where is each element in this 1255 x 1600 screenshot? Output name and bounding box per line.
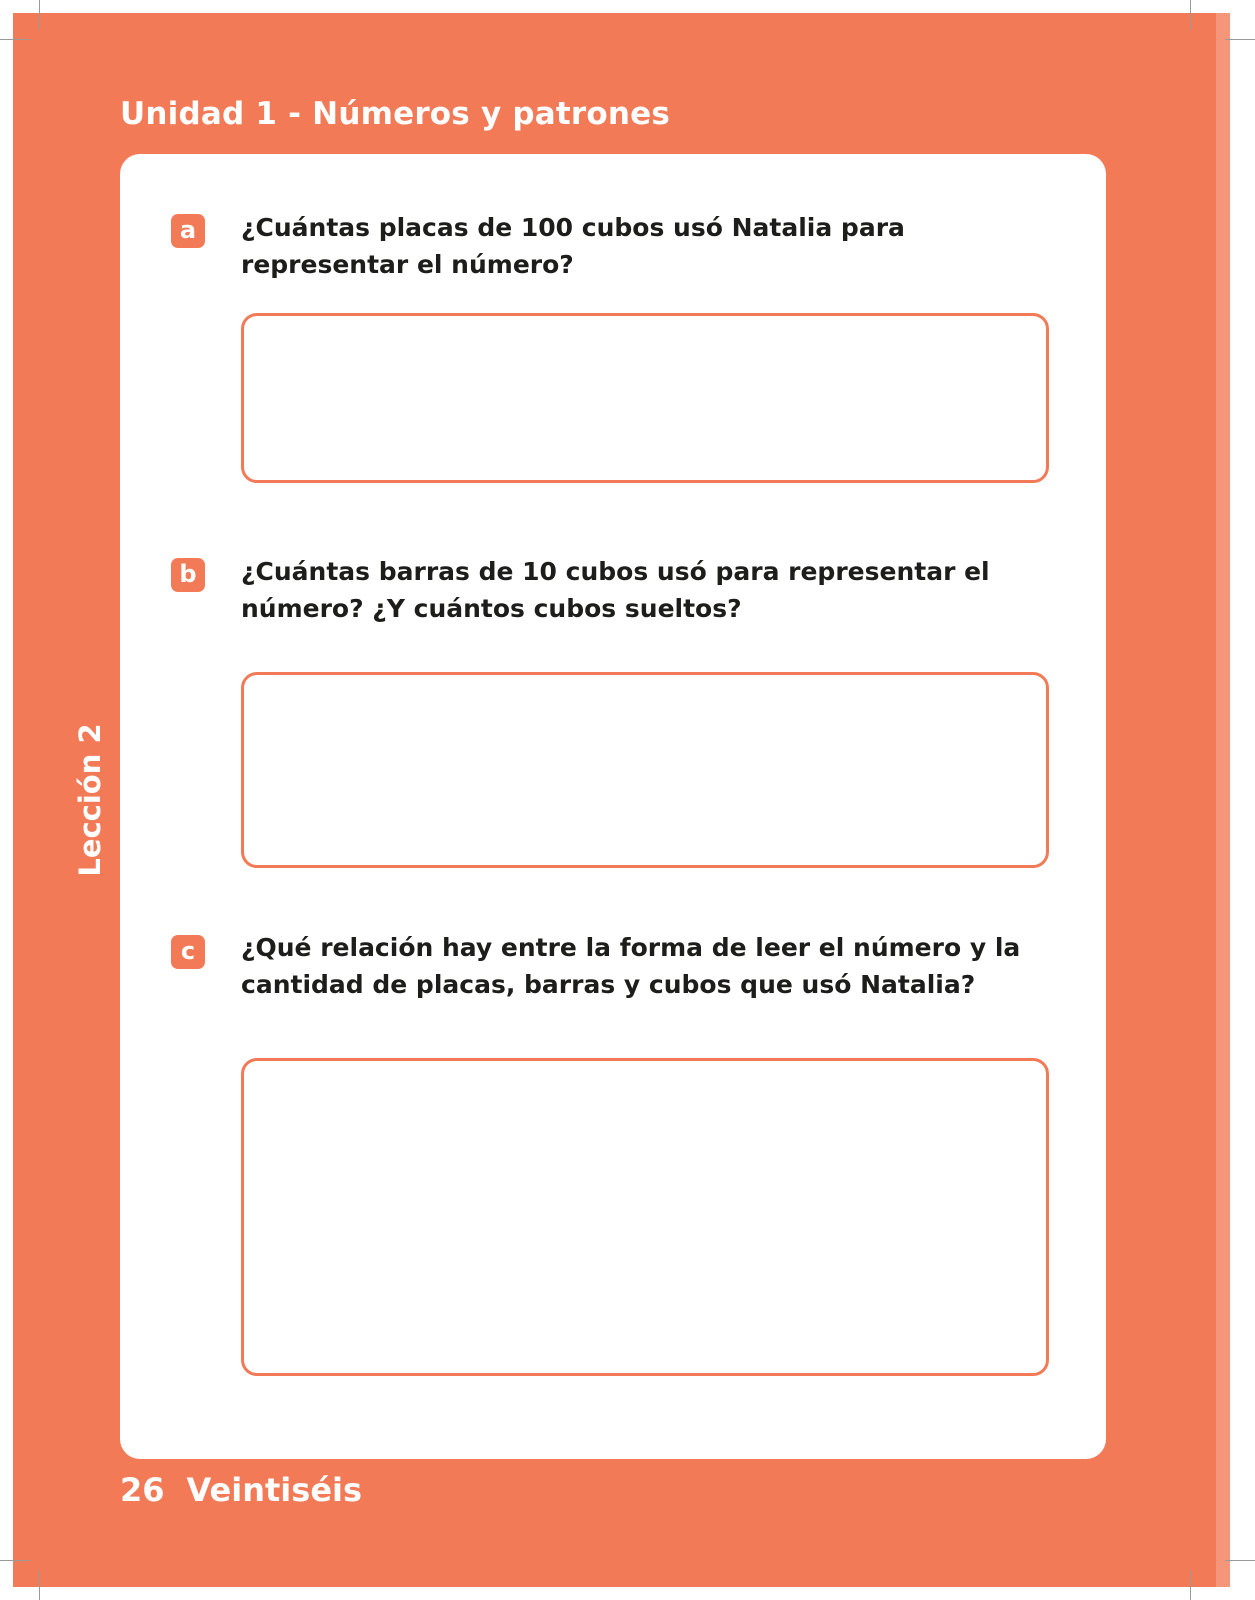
question-b-text: ¿Cuántas barras de 10 cubos usó para representar el número? ¿Y cuántos cubos sueltos? — [241, 557, 990, 623]
lesson-side-label: Lección 2 — [73, 723, 107, 877]
page-number-word: Veintiséis — [186, 1471, 363, 1509]
question-b-badge: b — [171, 558, 205, 592]
bleed-strip — [1216, 13, 1230, 1587]
crop-mark-top-right-horizontal — [1225, 39, 1255, 40]
crop-mark-bottom-right-vertical — [1190, 1570, 1191, 1600]
unit-title: Unidad 1 - Números y patrones — [120, 96, 671, 132]
page-footer — [120, 1471, 362, 1509]
answer-box-a[interactable] — [241, 313, 1049, 483]
question-c-text: ¿Qué relación hay entre la forma de leer el número y la cantidad de placas, barras y cubos que usó Natalia? — [241, 933, 1021, 999]
answer-box-b[interactable] — [241, 672, 1049, 868]
crop-mark-top-right-vertical — [1190, 0, 1191, 30]
question-c-badge: c — [171, 935, 205, 969]
page-number: 26 — [120, 1471, 165, 1509]
crop-mark-bottom-left-vertical — [39, 1570, 40, 1600]
crop-mark-bottom-right-horizontal — [1225, 1560, 1255, 1561]
worksheet-card — [120, 154, 1106, 1459]
question-a-badge: a — [171, 214, 205, 248]
crop-mark-top-left-vertical — [39, 0, 40, 30]
crop-mark-bottom-left-horizontal — [0, 1560, 30, 1561]
crop-mark-top-left-horizontal — [0, 39, 30, 40]
question-a-text: ¿Cuántas placas de 100 cubos usó Natalia para representar el número? — [241, 213, 905, 279]
answer-box-c[interactable] — [241, 1058, 1049, 1376]
